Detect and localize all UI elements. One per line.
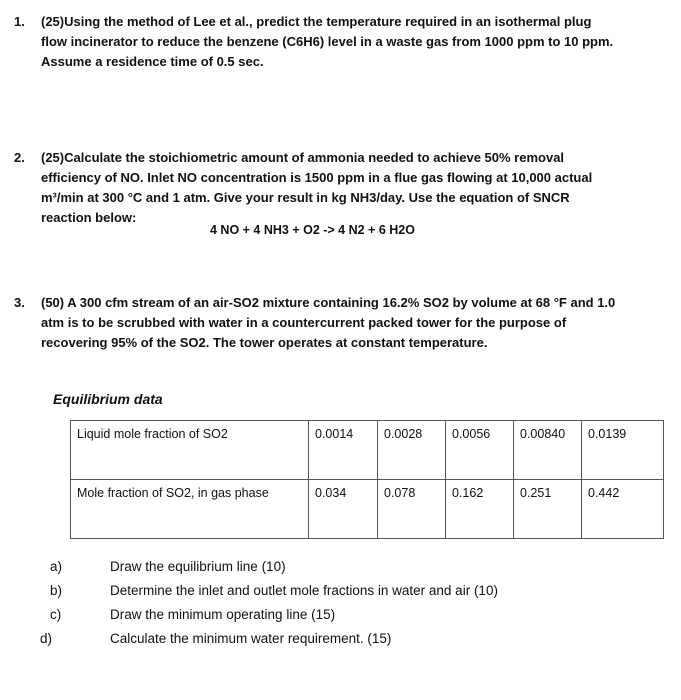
question-number: 2.	[14, 150, 25, 165]
table-row	[71, 421, 664, 480]
question-text-line: reaction below:	[41, 210, 137, 225]
list-item	[40, 604, 498, 628]
table-cell: 0.00840	[514, 421, 582, 480]
task-label: d)	[40, 631, 53, 646]
question-3	[14, 293, 654, 353]
question-2	[14, 148, 654, 228]
question-text-line: (25)Calculate the stoichiometric amount of ammonia needed to achieve 50% removal	[41, 150, 565, 165]
equilibrium-data-title: Equilibrium data	[53, 391, 163, 407]
table-cell: 0.0014	[309, 421, 378, 480]
task-text: Draw the equilibrium line (10)	[110, 559, 286, 574]
task-text: Draw the minimum operating line (15)	[110, 607, 336, 622]
task-text: Determine the inlet and outlet mole fractions in water and air (10)	[110, 583, 498, 598]
task-list	[40, 556, 498, 652]
task-label: c)	[50, 607, 62, 622]
table-cell: 0.0028	[378, 421, 446, 480]
question-number: 3.	[14, 295, 25, 310]
table-cell: 0.0139	[582, 421, 664, 480]
row-label: Liquid mole fraction of SO2	[71, 421, 309, 480]
row-label: Mole fraction of SO2, in gas phase	[71, 480, 309, 539]
table-cell: 0.078	[378, 480, 446, 539]
list-item	[40, 556, 498, 580]
question-number: 1.	[14, 14, 25, 29]
question-text-line: (25)Using the method of Lee et al., predict the temperature required in an isothermal plug	[41, 14, 592, 29]
question-text-line: (50) A 300 cfm stream of an air-SO2 mixture containing 16.2% SO2 by volume at 68 °F and 1.0	[41, 295, 616, 310]
list-item	[40, 580, 498, 604]
table-cell: 0.034	[309, 480, 378, 539]
table-row	[71, 480, 664, 539]
list-item	[40, 628, 498, 652]
task-label: a)	[50, 559, 63, 574]
question-text-line: m³/min at 300 °C and 1 atm. Give your result in kg NH3/day. Use the equation of SNCR	[41, 190, 570, 205]
equilibrium-data-table	[70, 420, 664, 539]
table-cell: 0.0056	[446, 421, 514, 480]
question-1	[14, 12, 654, 72]
table-cell: 0.251	[514, 480, 582, 539]
question-text-line: efficiency of NO. Inlet NO concentration is 1500 ppm in a flue gas flowing at 10,000 actual	[41, 170, 593, 185]
question-text-line: Assume a residence time of 0.5 sec.	[41, 54, 264, 69]
task-text: Calculate the minimum water requirement. (15)	[110, 631, 392, 646]
table-cell: 0.162	[446, 480, 514, 539]
table-cell: 0.442	[582, 480, 664, 539]
sncr-reaction-equation: 4 NO + 4 NH3 + O2 -> 4 N2 + 6 H2O	[210, 223, 415, 237]
question-text-line: atm is to be scrubbed with water in a countercurrent packed tower for the purpose of	[41, 315, 567, 330]
question-text-line: recovering 95% of the SO2. The tower operates at constant temperature.	[41, 335, 488, 350]
question-text-line: flow incinerator to reduce the benzene (C6H6) level in a waste gas from 1000 ppm to 10 ppm.	[41, 34, 614, 49]
task-label: b)	[50, 583, 63, 598]
